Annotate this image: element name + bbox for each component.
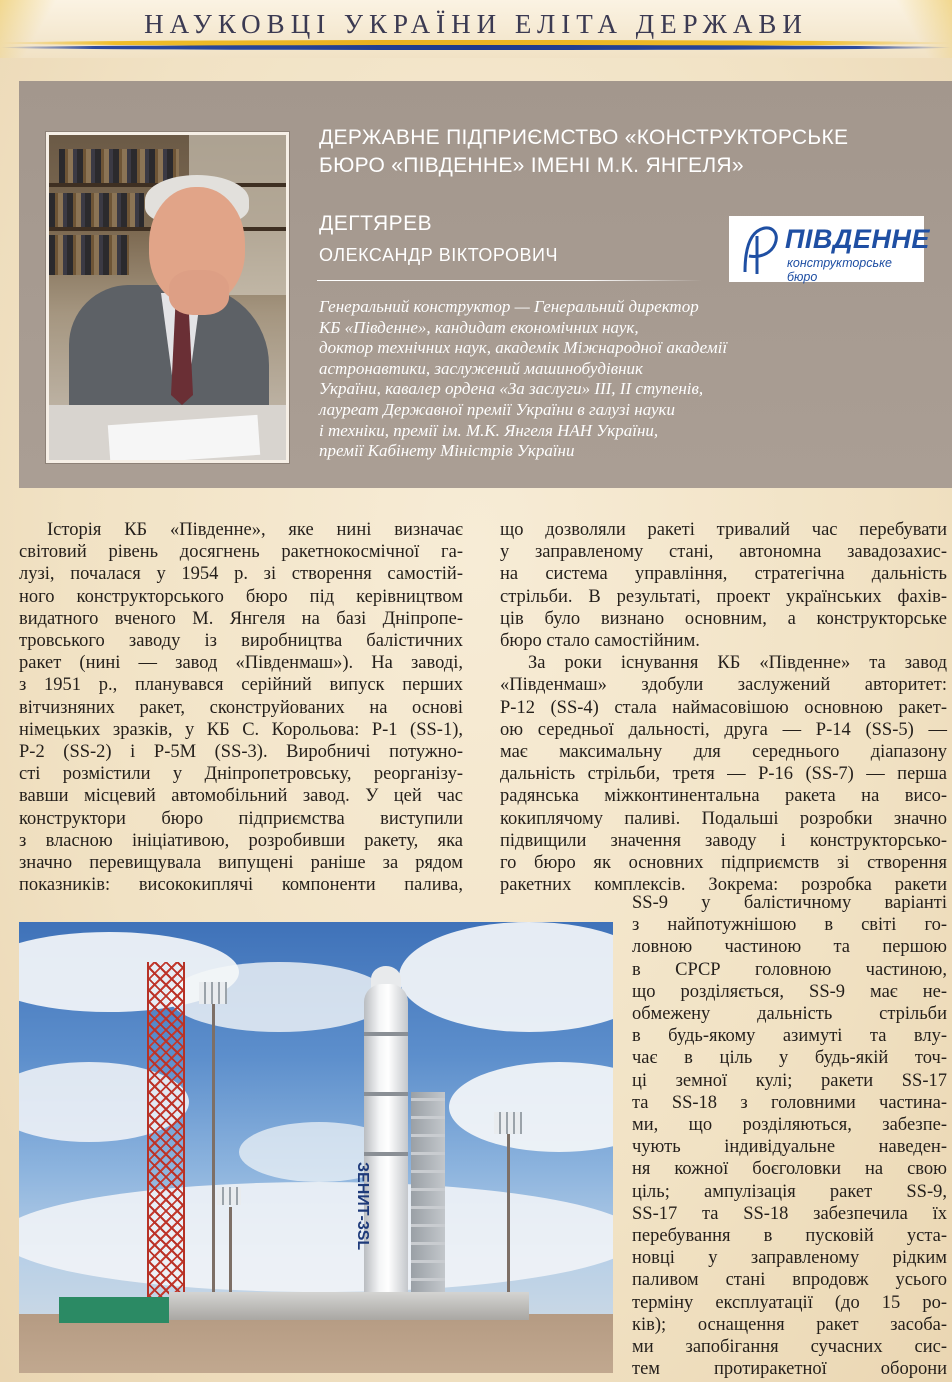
- article-line: тем протиракетної оборони: [632, 1359, 947, 1380]
- organization-title-line: ДЕРЖАВНЕ ПІДПРИЄМСТВО «КОНСТРУКТОРСЬКЕ: [319, 126, 849, 149]
- article-line: ці земної кулі; ракети SS-17: [632, 1070, 947, 1091]
- article-line: паливом стані впродовж усього: [632, 1270, 947, 1291]
- article-line: лузі, почалася у 1954 р. зі створення самостій-: [19, 564, 463, 585]
- article-column-2-continued: [632, 892, 947, 1380]
- rocket-launch-photo: [19, 922, 613, 1373]
- article-line: стрільби. В результаті, проект українських фахів-: [500, 586, 947, 607]
- portrait-photo: [49, 135, 286, 460]
- article-line: новці у заправленому рідким: [632, 1248, 947, 1269]
- article-line: «Південмаш» здобули заслужений авторитет:: [500, 675, 947, 696]
- article-line: підвищили значення заводу і конструкторсько-: [500, 830, 947, 851]
- article-line: сті розмістили у Дніпропетровську, реорганізу-: [19, 764, 463, 785]
- article-line: показників: висококиплячі компоненти палива,: [19, 875, 463, 896]
- article-line: чують індивідуальне наведен-: [632, 1137, 947, 1158]
- article-line: ців було визнано основним, а конструкторське: [500, 608, 947, 629]
- article-line: чає в ціль у будь-якій точ-: [632, 1048, 947, 1069]
- logo-mark-icon: [735, 222, 783, 276]
- banner-blue-stripe: [0, 45, 952, 50]
- organization-title: [319, 124, 939, 180]
- article-line: ракет (нині — завод «Південмаш»). На заводі,: [19, 653, 463, 674]
- article-line: обмежену дальність стрільби: [632, 1004, 947, 1025]
- credentials-line: доктор технічних наук, академік Міжнародної академії: [319, 338, 728, 358]
- article-line: що розділяється, SS-9 має не-: [632, 981, 947, 1002]
- credentials-line: і техніки, премії ім. М.К. Янгеля НАН України,: [319, 420, 659, 440]
- article-line: ного конструкторського бюро під керівництвом: [19, 586, 463, 607]
- profile-box: [19, 81, 952, 488]
- credentials-line: Генеральний конструктор — Генеральний директор: [319, 297, 699, 316]
- article-line: ми, що розділяються, забезпе-: [632, 1115, 947, 1136]
- organization-title-line: БЮРО «ПІВДЕННЕ» ІМЕНІ М.К. ЯНГЕЛЯ»: [319, 154, 744, 177]
- article-line: го бюро як основних підприємств зі створення: [500, 853, 947, 874]
- article-line: вавши місцевий автомобільний завод. У цей час: [19, 786, 463, 807]
- article-line: значно перевищувала випущені раніше за рядом: [19, 853, 463, 874]
- credentials-line: лауреат Державної премії України в галузі науки: [319, 399, 676, 419]
- article-line: на система управління, стратегічна дальність: [500, 564, 947, 585]
- article-line: перебування в пусковій уста-: [632, 1226, 947, 1247]
- article-line: конструктори бюро підприємства виступили: [19, 808, 463, 829]
- article-line: кокиплячому паливі. Подальші розробки значно: [500, 808, 947, 829]
- article-line: дальність стрільби, третя — Р-16 (SS-7) — перша: [500, 764, 947, 785]
- portrait-frame: [46, 132, 289, 463]
- article-line: ракетних комплексів. Зокрема: розробка ракети: [500, 875, 947, 896]
- article-line: німецьких зразків, у КБ С. Корольова: Р-1 (SS-1),: [19, 719, 463, 740]
- credentials-text: [319, 297, 819, 462]
- company-logo: [729, 216, 930, 284]
- name-divider: [317, 280, 702, 281]
- credentials-line: КБ «Південне», кандидат економічних наук,: [319, 317, 639, 337]
- article-line: та SS-18 з головними частина-: [632, 1092, 947, 1113]
- article-line: ціль; ампулізація ракет SS-9,: [632, 1181, 947, 1202]
- article-line: ловною частиною та першою: [632, 937, 947, 958]
- article-line: в будь-якому азимуті та влу-: [632, 1026, 947, 1047]
- credentials-line: астронавтики, заслужений машинобудівник: [319, 358, 643, 378]
- article-line: За роки існування КБ «Південне» та завод: [528, 653, 947, 674]
- article-line: Р-12 (SS-4) стала наймасовішою основною ракет-: [500, 697, 947, 718]
- article-line: в СРСР головною частиною,: [632, 959, 947, 980]
- article-line: Історія КБ «Південне», яке нині визначає: [47, 520, 463, 540]
- article-line: у заправленому стані, автономна завадозахис-: [500, 542, 947, 563]
- article-line: бюро стало самостійним.: [500, 631, 700, 652]
- article-line: з 1951 р., планувався серійний випуск перших: [19, 675, 463, 696]
- person-given-names: ОЛЕКСАНДР ВІКТОРОВИЧ: [319, 245, 558, 265]
- article-line: SS-9 у балістичному варіанті: [632, 893, 947, 913]
- article-line: ня кожної боєголовки на свою: [632, 1159, 947, 1180]
- banner-title: НАУКОВЦІ УКРАЇНИ ЕЛІТА ДЕРЖАВИ: [144, 9, 808, 39]
- article-line: з власною ініціативою, розробивши ракету, яка: [19, 830, 463, 851]
- article-line: що дозволяли ракеті тривалий час перебувати: [500, 520, 947, 540]
- person-surname: ДЕГТЯРЕВ: [319, 212, 433, 235]
- article-line: з найпотужнішою в світі го-: [632, 915, 947, 936]
- article-line: має максимальну для середнього діапазону: [500, 742, 947, 763]
- rocket-label: [353, 1162, 371, 1192]
- article-line: SS-17 та SS-18 забезпечила їх: [632, 1203, 947, 1224]
- logo-subtitle: конструкторське бюро: [787, 256, 892, 284]
- article-column-2: [500, 519, 947, 896]
- credentials-line: України, кавалер ордена «За заслуги» III, II ступенів,: [319, 379, 704, 399]
- article-line: світовий рівень досягнень ракетнокосмічної га-: [19, 542, 463, 563]
- credentials-line: премії Кабінету Міністрів України: [319, 441, 575, 461]
- article-line: видатного вченого М. Янгеля на базі Дніпропе-: [19, 608, 463, 629]
- article-line: терміну експлуатації (до 15 ро-: [632, 1292, 947, 1313]
- article-line: ою середньої дальності, друга — Р-14 (SS-5) —: [500, 719, 947, 740]
- article-line: радянська міжконтинентальна ракета на висо-: [500, 786, 947, 807]
- article-line: вітчизняних ракет, сконструйованих на основі: [19, 697, 463, 718]
- header-banner: [0, 0, 952, 58]
- article-column-1: [19, 519, 463, 896]
- article-line: ми запобігання сучасних сис-: [632, 1337, 947, 1358]
- logo-name: ПІВДЕННЕ: [785, 224, 930, 254]
- article-line: тровського заводу із виробництва балістичних: [19, 631, 463, 652]
- article-line: ків); оснащення ракет засоба-: [632, 1314, 947, 1335]
- article-line: Р-2 (SS-2) і Р-5М (SS-3). Виробничі потужно-: [19, 742, 463, 763]
